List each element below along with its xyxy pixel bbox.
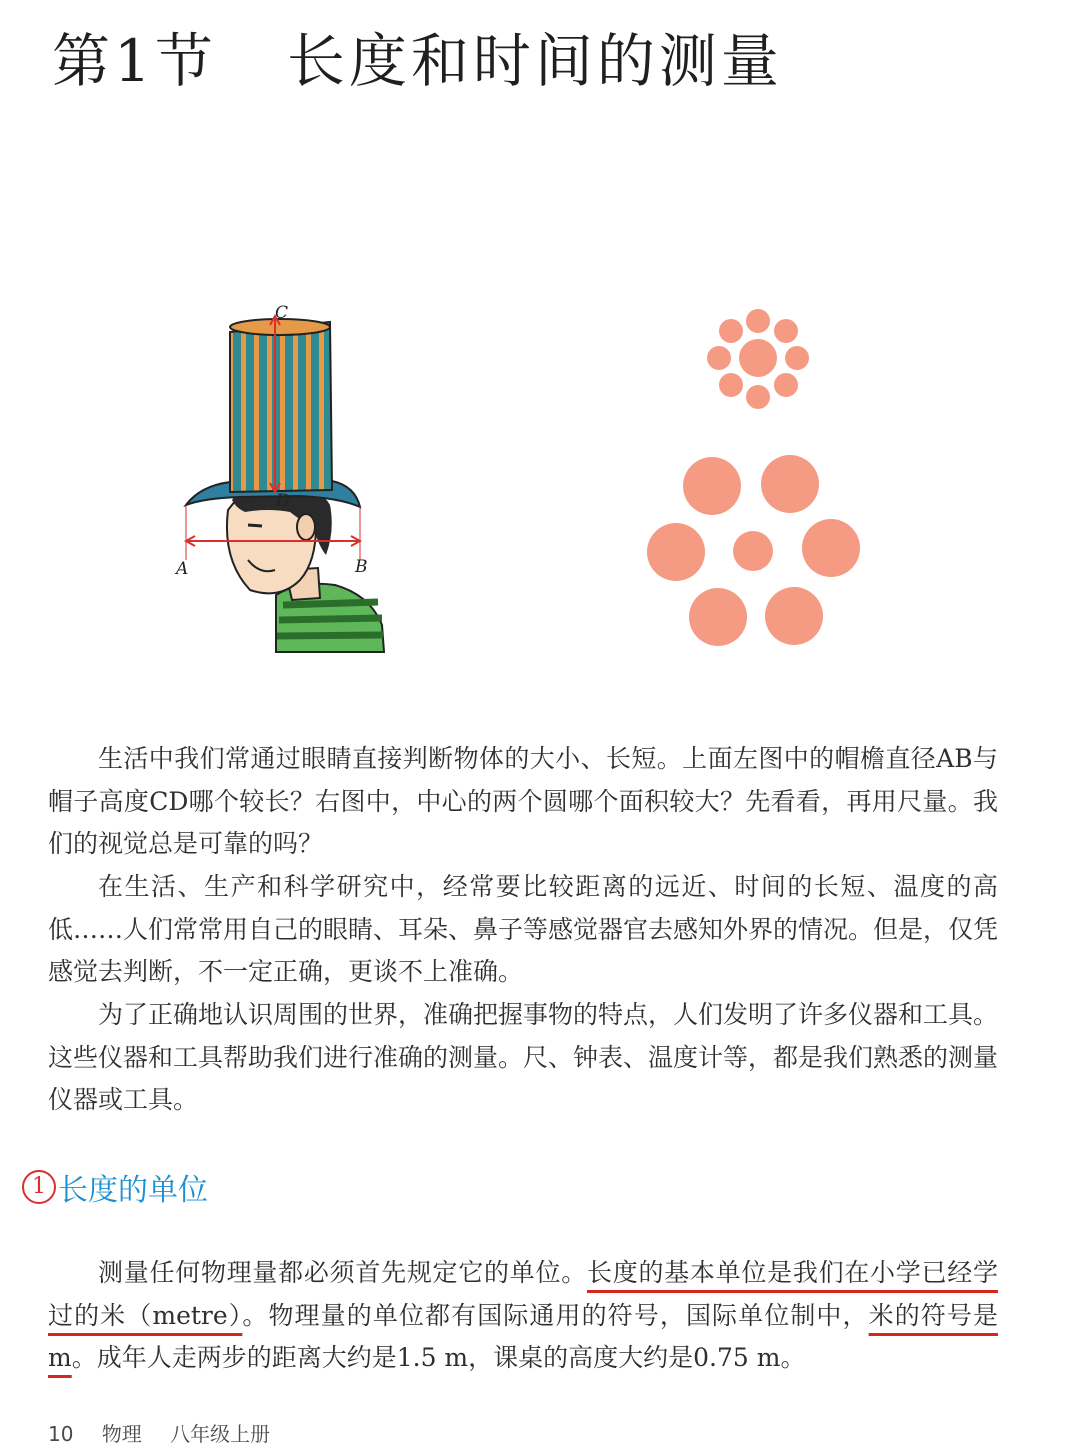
illustration xyxy=(0,290,1080,670)
bottom-circle-group xyxy=(647,455,860,646)
section-heading-text: 长度的单位 xyxy=(58,1173,208,1208)
book-name: 八年级上册 xyxy=(170,1422,271,1446)
section-number: 第1节 xyxy=(52,27,217,95)
hat-stripe xyxy=(332,315,337,495)
page-number: 10 xyxy=(48,1422,74,1446)
underlined-metre-text: 长度的基本单位是我们在小学已经学过的米（metre） xyxy=(48,1258,998,1330)
hat-boy-figure xyxy=(174,303,384,652)
page-footer xyxy=(48,1418,292,1447)
underlined-symbol-text: 米的符号是m xyxy=(48,1300,998,1372)
label-d: D xyxy=(276,491,290,511)
label-b: B xyxy=(355,557,368,577)
paragraph-instruments: 为了正确地认识周围的世界，准确把握事物的特点，人们发明了许多仪器和工具。这些仪器和工具帮助我们进行准确的测量。尺、钟表、温度计等，都是我们熟悉的测量仪器或工具。 xyxy=(48,1000,999,1114)
circle-illusion xyxy=(647,309,860,646)
section-heading xyxy=(22,1165,208,1209)
paragraph-intro: 生活中我们常通过眼睛直接判断物体的大小、长短。上面左图中的帽檐直径AB与帽子高度CD哪个较长？右图中，中心的两个圆哪个面积较大？先看看，再用尺量。我们的视觉总是可靠的吗？ xyxy=(48,744,998,858)
hat-stripe xyxy=(293,315,298,495)
hat-crown xyxy=(225,315,340,495)
hat-stripe xyxy=(254,315,259,495)
top-circle-group xyxy=(707,309,809,409)
label-a: A xyxy=(176,559,189,579)
section-title: 长度和时间的测量 xyxy=(286,27,783,95)
hat-stripe xyxy=(319,315,324,495)
label-c: C xyxy=(275,303,289,323)
unit-lead-text: 测量任何物理量都必须首先规定它的单位。 xyxy=(98,1258,587,1287)
hat-stripe xyxy=(280,315,285,495)
unit-tail-text: 。成年人走两步的距离大约是1.5 m，课桌的高度大约是0.75 m。 xyxy=(71,1343,806,1372)
hat-stripe xyxy=(267,315,272,495)
section-number-badge: 1 xyxy=(22,1170,56,1204)
hat-stripe xyxy=(306,315,311,495)
paragraph-senses: 在生活、生产和科学研究中，经常要比较距离的远近、时间的长短、温度的高低……人们常常用自己的眼睛、耳朵、鼻子等感觉器官去感知外界的情况。但是，仅凭感觉去判断，不一定正确，更谈不上准确。 xyxy=(48,872,999,986)
paragraph-length-unit xyxy=(48,1252,998,1380)
hat-stripe xyxy=(241,315,246,495)
unit-mid-text: 。物理量的单位都有国际通用的符号，国际单位制中， xyxy=(242,1300,869,1330)
subject-name: 物理 xyxy=(101,1422,142,1446)
page-title xyxy=(52,14,783,98)
